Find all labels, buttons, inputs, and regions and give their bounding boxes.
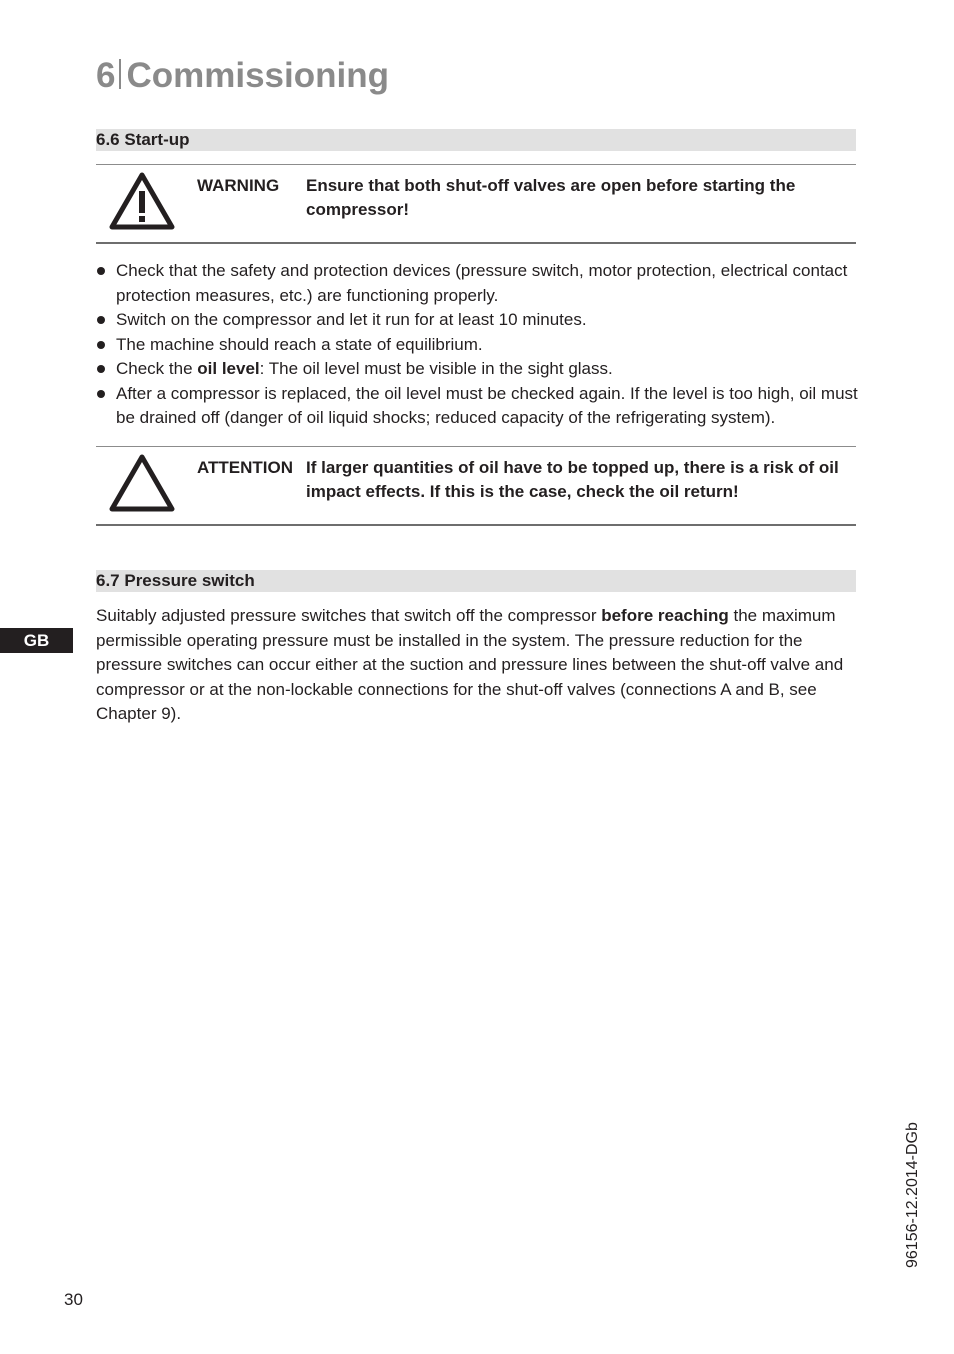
chapter-number: 6 xyxy=(96,56,116,95)
attention-label: ATTENTION xyxy=(197,458,294,477)
chapter-title xyxy=(96,56,389,96)
list-item-text: After a compressor is replaced, the oil level must be checked again. If the level is too high, oil must be drained off (danger of oil liquid shocks; reduced capacity of the refrigerating system). xyxy=(116,383,858,427)
section-heading-startup: 6.6 Start-up xyxy=(96,129,856,151)
warning-exclamation-triangle-icon xyxy=(108,171,176,231)
pressure-switch-paragraph xyxy=(96,604,861,727)
attention-text: If larger quantities of oil have to be topped up, there is a risk of oil impact effects. If this is the case, check the oil return! xyxy=(306,458,839,501)
list-item-text: : The oil level must be visible in the sight glass. xyxy=(259,359,613,378)
warning-top-rule xyxy=(96,164,856,165)
section-heading-pressure-switch: 6.7 Pressure switch xyxy=(96,570,856,592)
startup-checklist xyxy=(96,259,866,431)
list-item-bold-text: oil level xyxy=(197,359,260,378)
warning-label: WARNING xyxy=(197,176,280,195)
list-item xyxy=(96,333,866,358)
warning-bottom-rule xyxy=(96,242,856,244)
list-item xyxy=(96,382,866,431)
page-number: 30 xyxy=(64,1290,83,1309)
chapter-divider xyxy=(119,59,121,89)
warning-text: Ensure that both shut-off valves are open before starting the compressor! xyxy=(306,176,796,219)
paragraph-bold-text: before reaching xyxy=(601,606,729,625)
list-item-text: Check the xyxy=(116,359,198,378)
attention-triangle-icon xyxy=(108,453,176,513)
list-item-text: Switch on the compressor and let it run for at least 10 minutes. xyxy=(116,310,587,329)
list-item xyxy=(96,357,866,382)
list-item-text: Check that the safety and protection devices (pressure switch, motor protection, electrical contact protection measures, etc.) are functioning properly. xyxy=(116,261,848,305)
paragraph-text: Suitably adjusted pressure switches that switch off the compressor xyxy=(96,606,602,625)
document-code: 96156-12.2014-DGb xyxy=(904,1122,921,1268)
list-item-text: The machine should reach a state of equilibrium. xyxy=(116,334,483,354)
list-item xyxy=(96,259,866,308)
chapter-name: Commissioning xyxy=(126,56,389,95)
language-tab: GB xyxy=(0,628,73,653)
list-item xyxy=(96,308,866,333)
attention-top-rule xyxy=(96,446,856,447)
attention-bottom-rule xyxy=(96,524,856,526)
paragraph-text: the maximum permissible operating pressure must be installed in the system. The pressure reduction for the pressure switches can occur either at the suction and pressure lines between the shut-off valve and compressor or at the non-lockable connections for the shut-off valves (connections A and B, see Chapter 9). xyxy=(96,606,844,723)
